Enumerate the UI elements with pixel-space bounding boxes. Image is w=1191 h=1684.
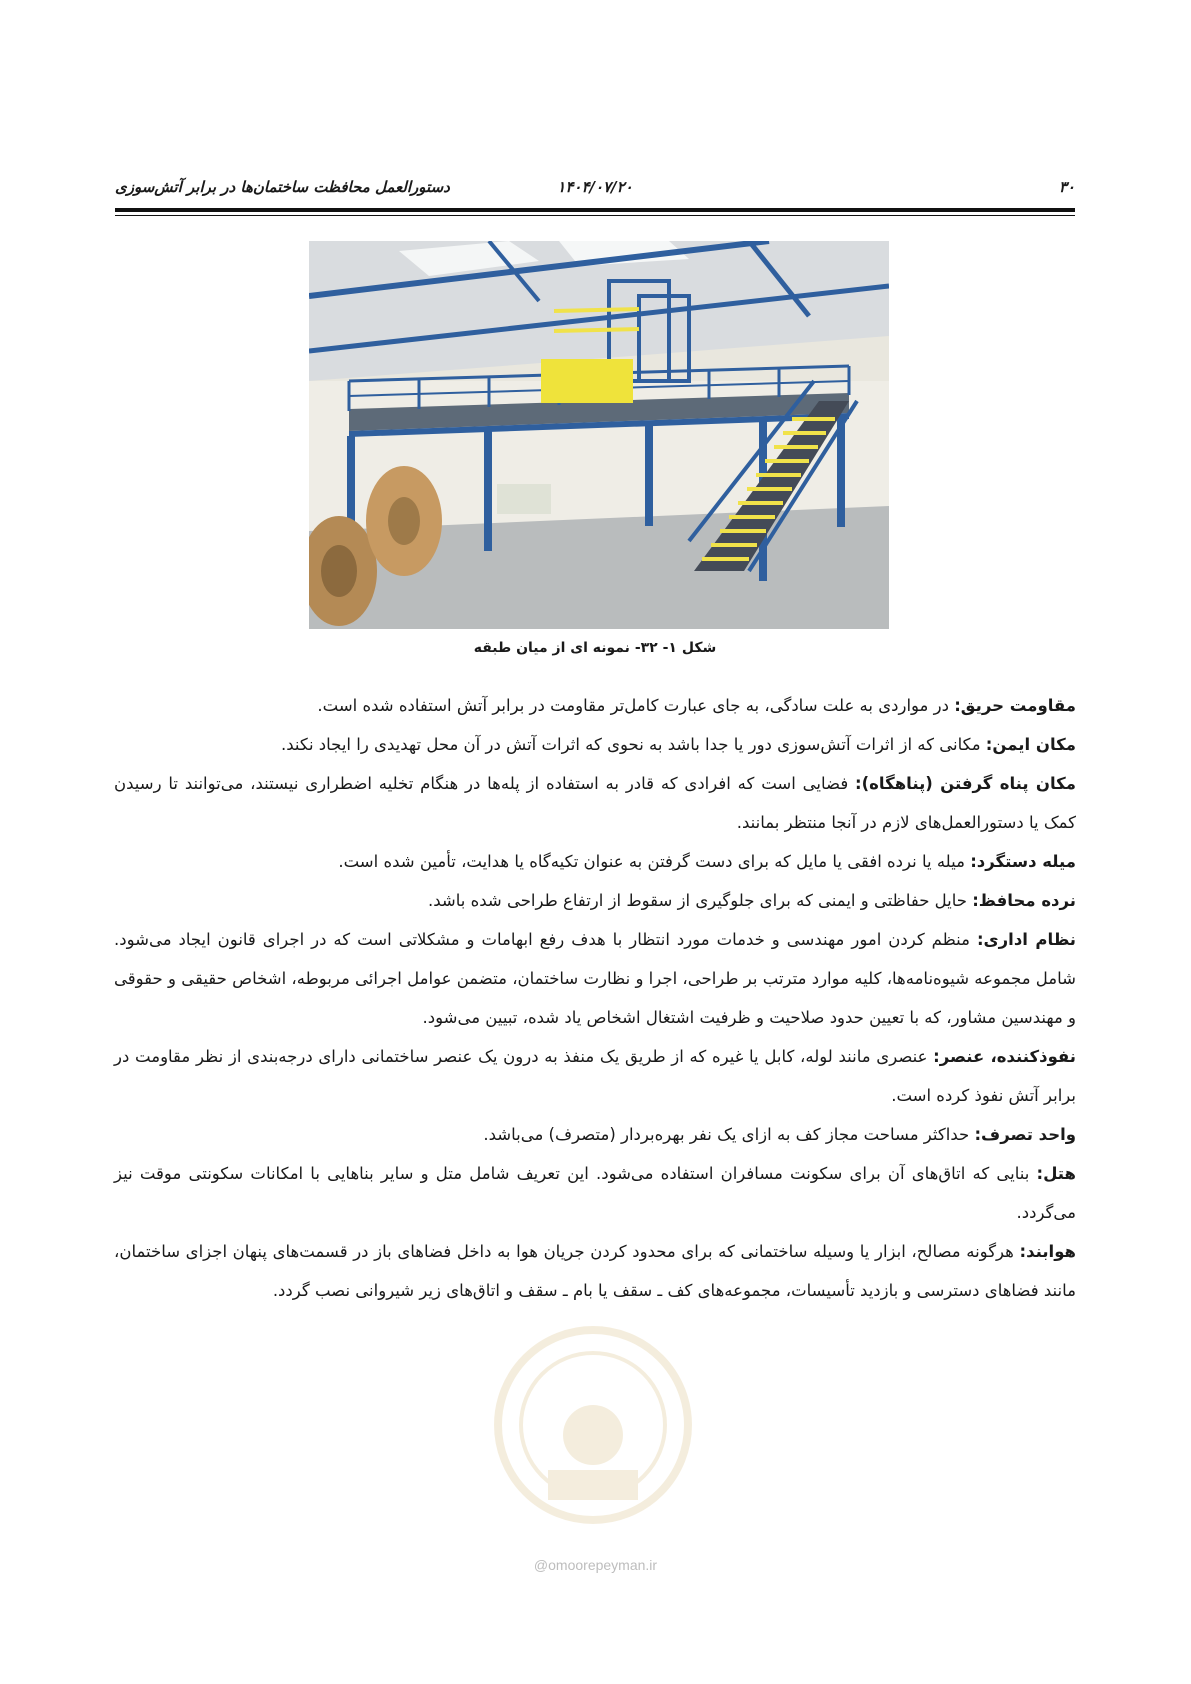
definition-item: [114, 1154, 1076, 1232]
running-header: [115, 172, 1075, 200]
header-rule-thick: [115, 208, 1075, 212]
definition-term: نظام اداری:: [976, 930, 1076, 949]
definition-term: مقاومت حریق:: [954, 696, 1076, 715]
definition-text: میله یا نرده افقی یا مایل که برای دست گرفتن به عنوان تکیه‌گاه یا هدایت، تأمین شده است.: [338, 852, 971, 871]
definition-item: [114, 764, 1076, 842]
definition-text: مکانی که از اثرات آتش‌سوزی دور یا جدا باشد به نحوی که اثرات آتش در آن محل تهدیدی را ایجاد نکند.: [280, 735, 986, 754]
definition-term: هتل:: [1036, 1164, 1076, 1183]
figure-caption: شکل ۱- ۳۲- نمونه ای از میان طبقه: [473, 640, 717, 656]
definition-text: هرگونه مصالح، ابزار یا وسیله ساختمانی که برای محدود کردن جریان هوا به داخل فضاهای باز در قسمت‌های پنهان اجزای ساختمان، مانند فضاهای دسترسی و بازدید تأسیسات، مجموعه‌های کف ـ سقف یا بام ـ سقف و اتاق‌های زیر شیروانی نصب گردد.: [114, 1242, 1076, 1300]
definition-term: نرده محافظ:: [972, 891, 1076, 910]
definition-text: بنایی که اتاق‌های آن برای سکونت مسافران استفاده می‌شود. این تعریف شامل متل و سایر بناهایی با امکانات سکونتی موقت نیز می‌گردد.: [114, 1164, 1076, 1222]
header-date: ۱۴۰۴/۰۷/۲۰: [557, 178, 633, 196]
definition-text: منظم کردن امور مهندسی و خدمات مورد انتظار با هدف رفع ابهامات و مشکلاتی است که در اجرای قانون ایجاد می‌شود. شامل مجموعه شیوه‌نامه‌ها، کلیه موارد مترتب بر طراحی، اجرا و نظارت ساختمان، متضمن عوامل اجرائی مربوطه، اشخاص حقیقی و حقوقی و مهندسین مشاور، که با تعیین حدود صلاحیت و ظرفیت اشتغال اشخاص یاد شده، تبیین می‌شود.: [114, 930, 1076, 1027]
definitions-text: [114, 686, 1076, 1310]
definition-term: میله دستگرد:: [970, 852, 1076, 871]
page-number: ۳۰: [1058, 178, 1075, 196]
header-title: دستورالعمل محافظت ساختمان‌ها در برابر آتش‌سوزی: [115, 178, 450, 196]
definition-term: واحد تصرف:: [974, 1125, 1076, 1144]
definition-text: فضایی است که افرادی که قادر به استفاده از پله‌ها در هنگام تخلیه اضطراری نیستند، می‌توانند تا رسیدن کمک یا دستورالعمل‌های لازم در آنجا منتظر بمانند.: [114, 774, 1076, 832]
definition-item: [114, 1232, 1076, 1310]
definition-item: [114, 842, 1076, 881]
definition-text: در مواردی به علت سادگی، به جای عبارت کامل‌تر مقاومت در برابر آتش استفاده شده است.: [317, 696, 955, 715]
watermark-seal: [488, 1320, 698, 1550]
definition-item: [114, 725, 1076, 764]
definition-item: [114, 881, 1076, 920]
definition-text: عنصری مانند لوله، کابل یا غیره که از طریق یک منفذ به درون یک عنصر ساختمانی دارای درجه‌بندی از نظر مقاومت در برابر آتش نفوذ کرده است.: [114, 1047, 1076, 1105]
definition-term: مکان ایمن:: [985, 735, 1076, 754]
header-rule-thin: [115, 215, 1075, 216]
definition-term: نفوذکننده، عنصر:: [933, 1047, 1076, 1066]
definition-text: حایل حفاظتی و ایمنی که برای جلوگیری از سقوط از ارتفاع طراحی شده باشد.: [427, 891, 973, 910]
definition-item: [114, 1115, 1076, 1154]
definition-term: هوابند:: [1019, 1242, 1076, 1261]
definition-item: [114, 1037, 1076, 1115]
definition-text: حداکثر مساحت مجاز کف به ازای یک نفر بهره‌بردار (متصرف) می‌باشد.: [483, 1125, 975, 1144]
mezzanine-photo: [309, 241, 889, 629]
watermark-url: @omoorepeyman.ir: [533, 1557, 658, 1573]
definition-item: [114, 686, 1076, 725]
definition-term: مکان پناه گرفتن (پناهگاه):: [855, 774, 1076, 793]
definition-item: [114, 920, 1076, 1037]
